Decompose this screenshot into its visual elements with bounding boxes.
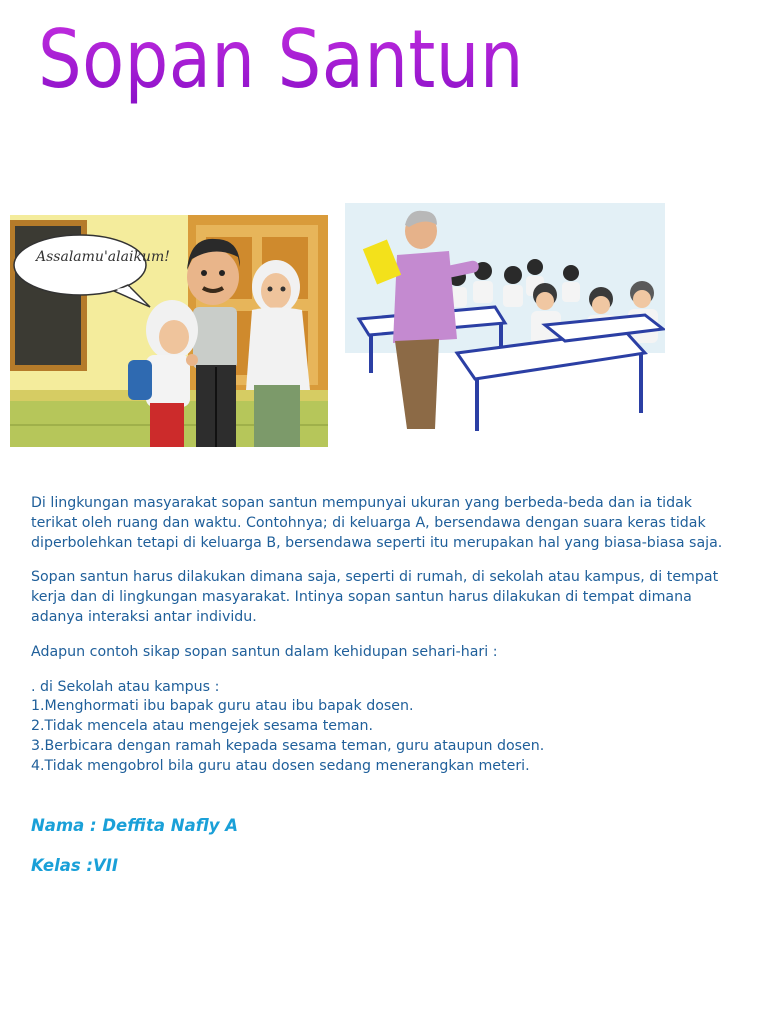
document-body [31, 494, 731, 777]
list-item: 1.Menghormati ibu bapak guru atau ibu bapak dosen. [31, 698, 414, 715]
author-name: Nama : Deffita Nafly A [31, 816, 238, 835]
list-heading: . di Sekolah atau kampus : [31, 678, 220, 695]
list-item: 2.Tidak mencela atau mengejek sesama teman. [31, 718, 374, 735]
example-list [31, 678, 731, 777]
classroom-illustration [345, 203, 665, 437]
page-title: Sopan Santun [38, 13, 524, 106]
speech-bubble-text: Assalamu'alaikum! [36, 249, 170, 265]
paragraph-1: Di lingkungan masyarakat sopan santun mempunyai ukuran yang berbeda-beda dan ia tidak terikat oleh ruang dan waktu. Contohnya; di keluarga A, bersendawa dengan suara keras tidak diperbolehkan tetapi di keluarga B, bersendawa seperti itu merupakan hal yang biasa-biasa saja. [31, 495, 723, 551]
paragraph-3: Adapun contoh sikap sopan santun dalam kehidupan sehari-hari : [31, 643, 498, 660]
author-class: Kelas :VII [31, 856, 119, 875]
list-item: 4.Tidak mengobrol bila guru atau dosen sedang menerangkan meteri. [31, 757, 530, 774]
list-item: 3.Berbicara dengan ramah kepada sesama teman, guru ataupun dosen. [31, 737, 545, 754]
paragraph-2: Sopan santun harus dilakukan dimana saja, seperti di rumah, di sekolah atau kampus, di tempat kerja dan di lingkungan masyarakat. Intinya sopan santun harus dilakukan di tempat dimana adanya interaksi antar individu. [31, 569, 719, 625]
